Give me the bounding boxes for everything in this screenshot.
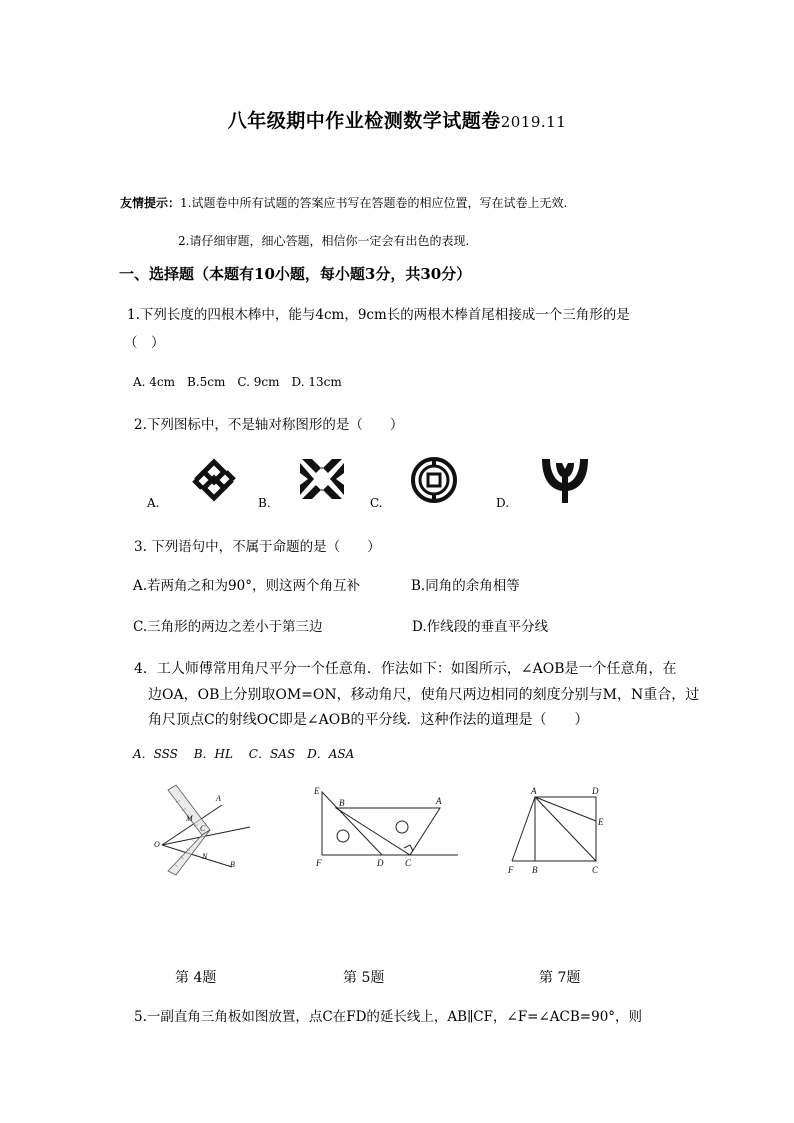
fig4-label-a: A [216, 794, 221, 803]
fig5-label-f: F [316, 858, 322, 868]
tips-label: 友情提示： [120, 196, 181, 210]
fig7-label-c: C [592, 865, 599, 875]
figure-7 [502, 785, 612, 880]
fig4-caption: 第 4题 [175, 970, 217, 986]
fig5-label-b: B [339, 798, 345, 808]
fig4-label-m: M [186, 814, 193, 823]
fig5-label-d: D [377, 858, 384, 868]
q1-options: A. 4cm B.5cm C. 9cm D. 13cm [133, 375, 342, 389]
q5-stem: 5.一副直角三角板如图放置，点C在FD的延长线上，AB∥CF，∠F=∠ACB=90°，则 [134, 1009, 643, 1025]
q2-label-c: C. [370, 496, 383, 510]
fig7-label-b: B [532, 865, 538, 875]
bank-logo-b-icon [298, 455, 346, 503]
bank-logo-c-icon [410, 456, 458, 504]
fig7-label-a: A [531, 786, 537, 796]
bank-logo-a-icon [188, 456, 240, 504]
tips-line-1 [120, 194, 567, 211]
title-text: 八年级期中作业检测数学试题卷 [227, 110, 501, 132]
fig7-label-e: E [598, 817, 604, 827]
fig5-label-c: C [405, 858, 412, 868]
fig4-label-b: B [230, 860, 235, 869]
fig7-label-d: D [592, 786, 599, 796]
fig4-label-n: N [202, 852, 208, 861]
tips-text-1: 1.试题卷中所有试题的答案应书写在答题卷的相应位置，写在试卷上无效. [180, 196, 568, 210]
section-heading: 一、选择题（本题有10小题，每小题3分，共30分） [119, 265, 472, 283]
bank-logo-d-icon [538, 455, 592, 505]
q3-option-d: D.作线段的垂直平分线 [412, 619, 549, 635]
q2-label-b: B. [258, 496, 271, 510]
q4-line-3: 角尺顶点C的射线OC即是∠AOB的平分线．这种作法的道理是（ ） [148, 712, 589, 728]
figure-5 [310, 785, 462, 870]
fig4-label-o: O [154, 840, 160, 849]
fig7-caption: 第 7题 [539, 970, 581, 986]
q4-line-1: 4．工人师傅常用角尺平分一个任意角．作法如下：如图所示，∠AOB是一个任意角，在 [134, 661, 677, 677]
q4-line-2: 边OA，OB上分别取OM=ON，移动角尺，使角尺两边相同的刻度分别与M，N重合，过 [148, 687, 700, 703]
fig5-caption: 第 5题 [343, 970, 385, 986]
fig5-label-e: E [314, 786, 320, 796]
q3-option-a: A.若两角之和为90°，则这两个角互补 [133, 578, 360, 594]
q1-paren: （ ） [124, 335, 165, 351]
q4-options: A．SSS B．HL C．SAS D．ASA [133, 747, 355, 761]
fig4-label-c: C [200, 824, 206, 833]
fig7-label-f: F [508, 865, 514, 875]
q1-stem: 1.下列长度的四根木棒中，能与4cm，9cm长的两根木棒首尾相接成一个三角形的是 [127, 307, 630, 323]
q3-option-b: B.同角的余角相等 [411, 578, 520, 594]
fig5-label-a: A [436, 796, 442, 806]
q2-label-a: A. [147, 496, 160, 510]
q2-label-d: D. [496, 496, 510, 510]
q3-option-c: C.三角形的两边之差小于第三边 [133, 619, 323, 635]
title-year: 2019.11 [500, 113, 567, 131]
q3-stem: 3. 下列语句中，不属于命题的是（ ） [134, 539, 381, 555]
tips-line-2: 2.请仔细审题，细心答题，相信你一定会有出色的表现. [178, 234, 470, 248]
page-title [0, 106, 794, 133]
figure-4 [150, 785, 260, 880]
q2-stem: 2.下列图标中，不是轴对称图形的是（ ） [134, 417, 404, 433]
